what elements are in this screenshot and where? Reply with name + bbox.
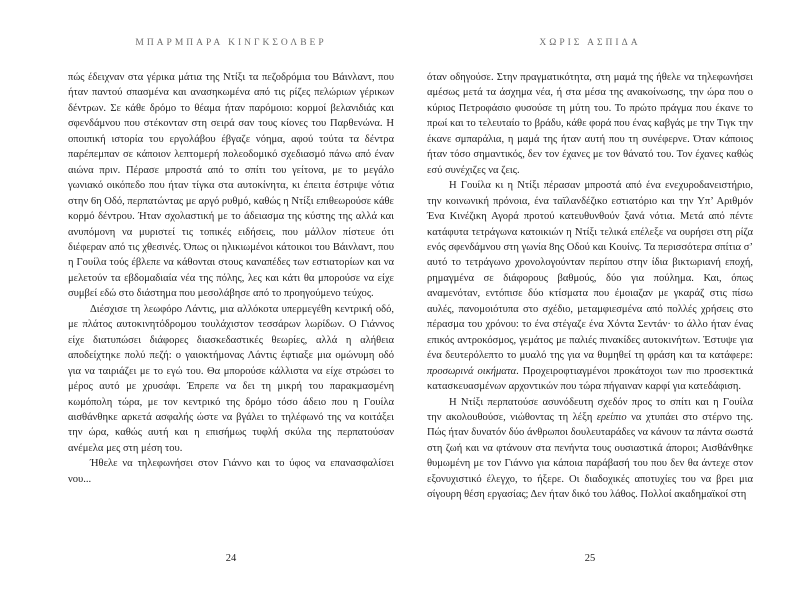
italic-word: ερείπιο: [596, 411, 627, 423]
left-page-body: [68, 70, 394, 487]
running-head-author: ΜΠΑΡΜΠΑΡΑ ΚΙΝΓΚΣΟΛΒΕΡ: [135, 38, 327, 48]
paragraph: [427, 178, 753, 394]
left-page: [68, 0, 394, 595]
paragraph: Ήθελε να τηλεφωνήσει στον Γιάννο και το ύφος να επανασφαλίσει νου...: [68, 458, 394, 485]
paragraph: όταν οδηγούσε. Στην πραγματικότητα, στη μαμά της ήθελε να τηλεφωνήσει αμέσως μετά τα άσχημα νέα, ή στα μέσα της ανακοίνωσης, την ώρα που ο κύριος Πετροφάσιο φυσούσε τη μύτη του. Το πρώτο πράγμα που έκανε το πρωί και το τελευταίο το βράδυ, κάθε φορά που ένας καβγάς με την Τιγκ την έκανε σμπαράλια, η μαμά της ήταν αυτή που τη συνέφερνε. Όταν κάποιος ήταν τόσο σημαντικός, δεν τον έχανες με τον θάνατό του. Τον έχανες καθώς εσύ συνέχιζες να ζεις.: [427, 72, 753, 176]
paragraph-text: να χτυπάει στο στέρνο της. Πώς ήταν δυνατόν δύο άνθρωποι δουλευταράδες να κάνουν τα πάντα σωστά στη ζωή και να φτάνουν στα πενήντα τους ουσιαστικά άποροι; Αισθάνθηκε θυμωμένη με τον Γιάννο για κάποια παράβασή του που δεν θα άντεχε στον εξονυχιστικό έλεγχο, το ήξερε. Οι διαδοχικές αποτυχίες του να βρει μια σίγουρη θέση εργασίας; Δεν ήταν δικό του λάθος. Πολλοί ακαδημαϊκοί στη: [427, 411, 753, 501]
page-number: 25: [584, 553, 596, 564]
right-page: [427, 0, 753, 595]
paragraph-text: Η Ντίξι περπατούσε ασυνόδευτη σχεδόν προς το σπίτι και η Γουίλα την ακολουθούσε, νιώθοντας τη λέξη: [427, 396, 753, 423]
right-page-body: [427, 70, 753, 503]
paragraph: Διέσχισε τη λεωφόρο Λάντις, μια αλλόκοτα υπερμεγέθη κεντρική οδό, με πλάτος αυτοκινητόδρομου τουλάχιστον τεσσάρων λωρίδων. Ο Γιάννος είχε διατυπώσει διάφορες διασκεδαστικές θεωρίες, αλλά η αλήθεια αποδείχτηκε πολύ πεζή: ο γαιοκτήμονας Λάντις έφτιαξε μια ομώνυμη οδό για να ταιριάζει με το εγώ του. Θα μπορούσε κάλλιστα να είχε στρώσει το μέρος αυτό με χρυσάφι. Έπρεπε να δει τη μικρή του παρακμασμένη κωμόπολη τώρα, με τον κεντρικό της δρόμο τόσο άδειο που η Γουίλα αισθάνθηκε αρκετά ασφαλής ώστε να βγάλει το τηλέφωνό της να κοιτάξει την ώρα, καθώς αυτή και η επισήμως τυφλή σκύλα της περπατούσαν ανέμελα μες στη μέση του.: [68, 303, 394, 454]
paragraph: πώς έδειχναν στα γέρικα μάτια της Ντίξι τα πεζοδρόμια του Βάινλαντ, που ήταν παντού σπασμένα και ανασηκωμένα από τις ρίζες πελώριων γέρικων δέντρων. Σε κάθε δρόμο το θέαμα ήταν παρόμοιο: κορμοί βελανιδιάς και σφενδάμνου που στέκονταν στη σειρά σαν τους κίονες του Παρθενώνα. Η οποιπική ιστορία του εργολάβου έβγαζε νόημα, αφού τούτα τα δέντρα παρέπεμπαν σε κάποιον λεπτομερή πολεοδομικό σχεδιασμό πάνω από έναν αιώνα πριν. Πέρασε μπροστά από το σπίτι του γείτονα, με το μεγάλο γωνιακό οικόπεδο που ήταν τίγκα στα αυτοκίνητα, κι έπειτα έστριψε νότια στην 6η Οδό, περπατώντας με αργό ρυθμό, καθώς η Ντίξι επιθεωρούσε κάθε κορμό δέντρου. Ήταν σχολαστική με το άδειασμα της κύστης της αλλά και ανυπόμονη να μυριστεί τις τοπικές ειδήσεις, που μάλλον πίστευε ότι διέφεραν από τις χθεσινές. Όπως οι ηλικιωμένοι κάτοικοι του Βάινλαντ, που η Γουίλα τούς έβλεπε να κάθονται στους καναπέδες των εστιατορίων και να μελετούν τα εβδομαδιαία νέα της πόλης, λες και κάτι θα μπορούσε να είχε συμβεί εδώ στο διάστημα που μεσολάβησε από το προηγούμενο τεύχος.: [68, 72, 394, 300]
paragraph: [427, 395, 753, 503]
paragraph-text: Η Γουίλα κι η Ντίξι πέρασαν μπροστά από ένα ενεχυροδανειστήριο, την κοινωνική πρόνοια, ένα ταϊλανδέζικο εστιατόριο και την Υπ’ Αριθμόν Ένα Κινέζικη Αγορά προτού κατευθυνθούν ξανά νότια. Μετά από πέντε κατάφυτα τετράγωνα κατοικιών η Ντίξι τελικά επέλεξε να ουρήσει στη ρίζα ενός σφενδάμνου στη γωνία 8ης Οδού και Κουίνς. Τα περισσότερα σπίτια σ’ αυτό το τετράγωνο χρονολογούνταν περίπου στην ίδια βικτωριανή εποχή, ρημαγμένα σε διάφορους βαθμούς, δύο για πούλημα. Και, όπως αναμενόταν, εντόπισε δύο κτίσματα που έμοιαζαν με γκαράζ στις πίσω αυλές, πανομοιότυπα στο σχέδιο, μεταμφιεσμένα από πολλές χρήσεις στο πέρασμα του χρόνου: το ένα στέγαζε ένα Χόντα Σεντάν· το άλλο ήταν ένας επικός αντροκόσμος, γεμάτος με παλιές πινακίδες αυτοκινήτων. Έστυψε για ένα δευτερόλεπτο το μυαλό της για να θυμηθεί τη φράση και τα κατάφερε:: [427, 180, 753, 362]
running-head-title: ΧΩΡΙΣ ΑΣΠΙΔΑ: [539, 38, 641, 48]
page-number: 24: [225, 553, 237, 564]
paragraph-text: . Προχειροφτιαγμένοι προκάτοχοι των πιο προσεκτικά κατασκευασμένων αρχοντικών που τώρα πήγαιναν καρφί για κατεδάφιση.: [427, 365, 753, 393]
italic-phrase: προσωρινά οικήματα: [427, 365, 517, 377]
